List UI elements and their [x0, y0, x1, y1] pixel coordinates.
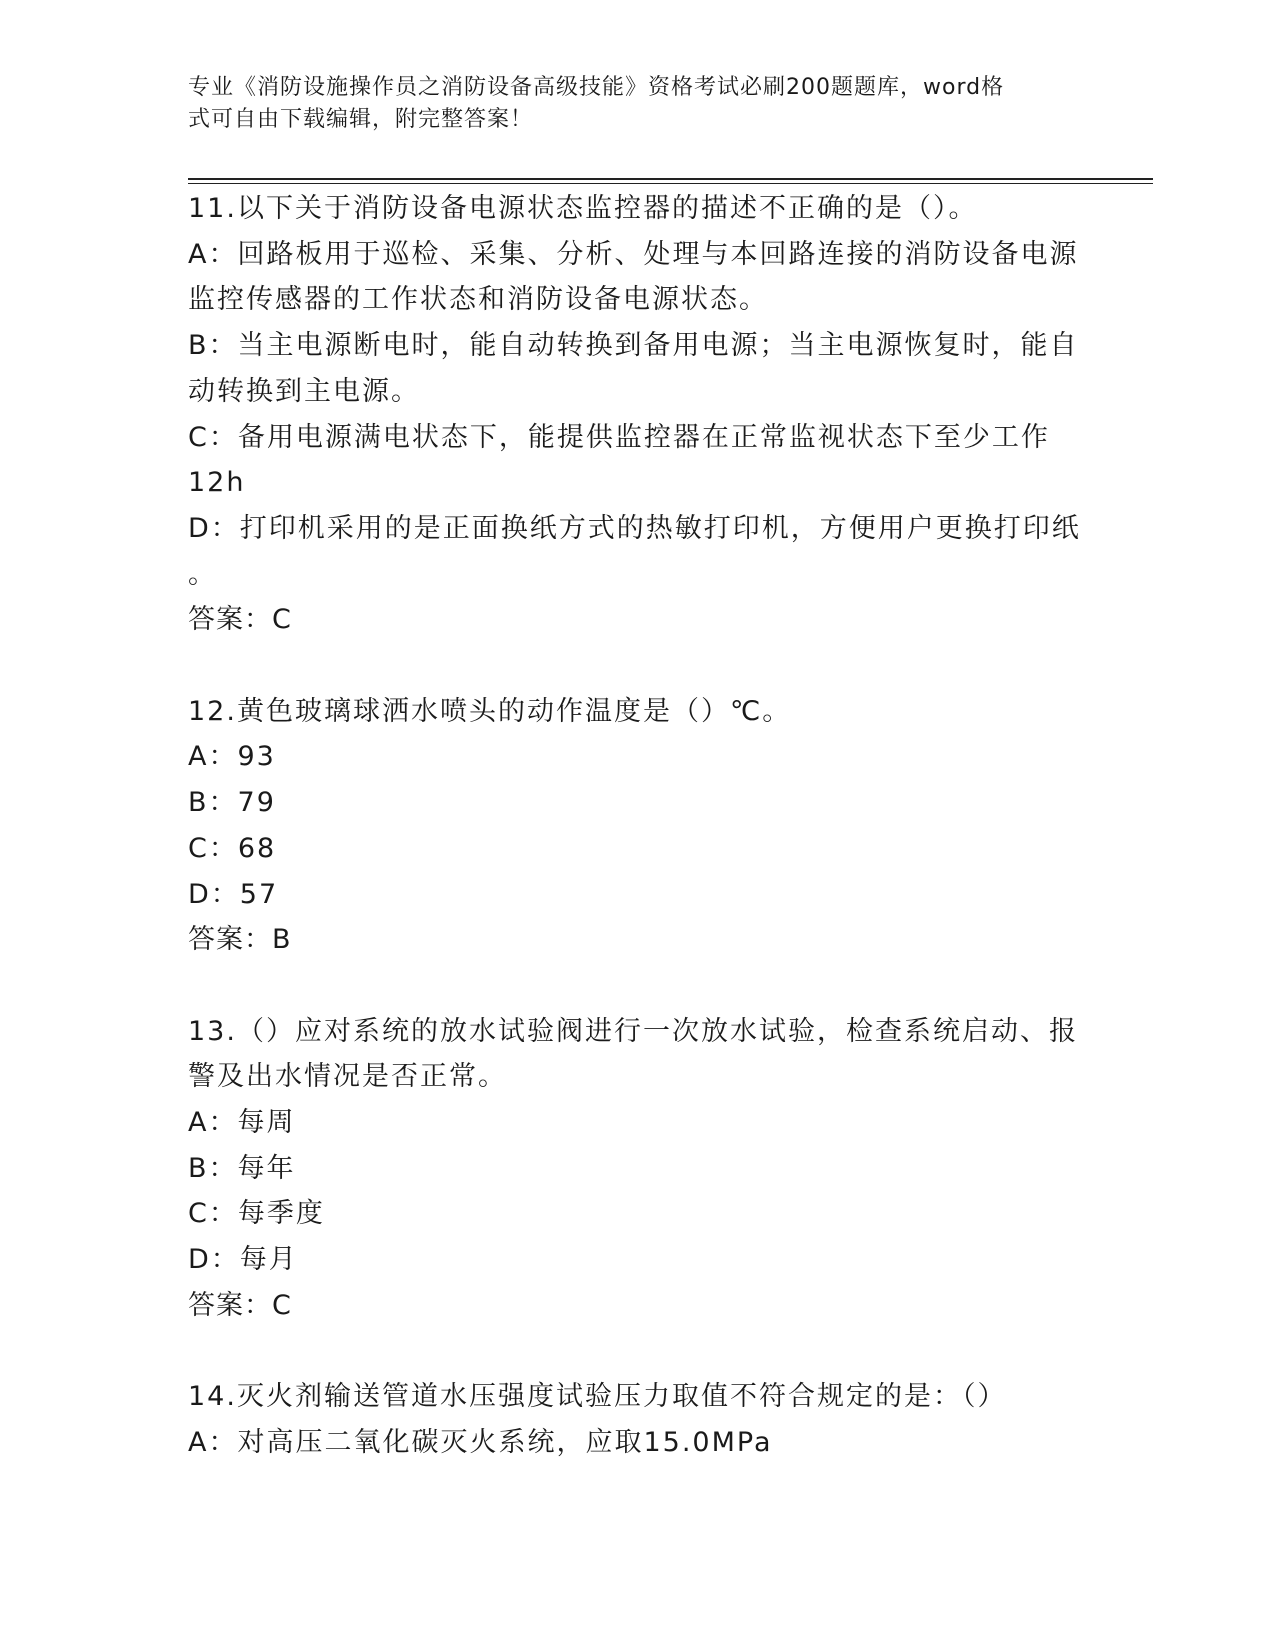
answer-line: 答案：C [188, 604, 292, 636]
option-d: 。 [188, 558, 217, 590]
question-13 [188, 1009, 1088, 1329]
option-a: A：回路板用于巡检、采集、分析、处理与本回路连接的消防设备电源 [188, 238, 1079, 270]
answer-line: 答案：B [188, 924, 292, 956]
option-b: B：当主电源断电时，能自动转换到备用电源；当主电源恢复时，能自 [188, 330, 1079, 362]
question-12 [188, 689, 1088, 963]
header-divider-thin [188, 183, 1153, 184]
header-line: 专业《消防设施操作员之消防设备高级技能》资格考试必刷200题题库，word格 [188, 75, 1005, 100]
document-header [188, 72, 1068, 136]
option-d: D：57 [188, 878, 279, 910]
option-c: 12h [188, 467, 246, 499]
option-a: 监控传感器的工作状态和消防设备电源状态。 [188, 284, 768, 316]
option-b: B：79 [188, 787, 276, 819]
option-d: D：每月 [188, 1244, 298, 1276]
option-d: D：打印机采用的是正面换纸方式的热敏打印机，方便用户更换打印纸 [188, 512, 1081, 544]
question-stem: 12.黄色玻璃球洒水喷头的动作温度是（）℃。 [188, 695, 792, 727]
header-line: 式可自由下载编辑，附完整答案！ [188, 107, 534, 132]
question-stem: 13.（）应对系统的放水试验阀进行一次放水试验，检查系统启动、报 [188, 1015, 1078, 1047]
question-14 [188, 1374, 1088, 1465]
header-divider-thick [188, 178, 1153, 180]
option-c: C：每季度 [188, 1198, 325, 1230]
option-b: B：每年 [188, 1152, 296, 1184]
question-stem: 14.灭火剂输送管道水压强度试验压力取值不符合规定的是：（） [188, 1381, 1007, 1413]
option-a: A：93 [188, 741, 276, 773]
option-c: C：68 [188, 832, 277, 864]
option-c: C：备用电源满电状态下，能提供监控器在正常监视状态下至少工作 [188, 421, 1050, 453]
option-a: A：对高压二氧化碳灭火系统，应取15.0MPa [188, 1426, 773, 1458]
answer-line: 答案：C [188, 1289, 292, 1321]
question-list [188, 186, 1088, 1511]
option-a: A：每周 [188, 1107, 296, 1139]
question-stem: 警及出水情况是否正常。 [188, 1061, 507, 1093]
option-b: 动转换到主电源。 [188, 375, 420, 407]
question-11 [188, 186, 1088, 643]
question-stem: 11.以下关于消防设备电源状态监控器的描述不正确的是（）。 [188, 193, 978, 224]
